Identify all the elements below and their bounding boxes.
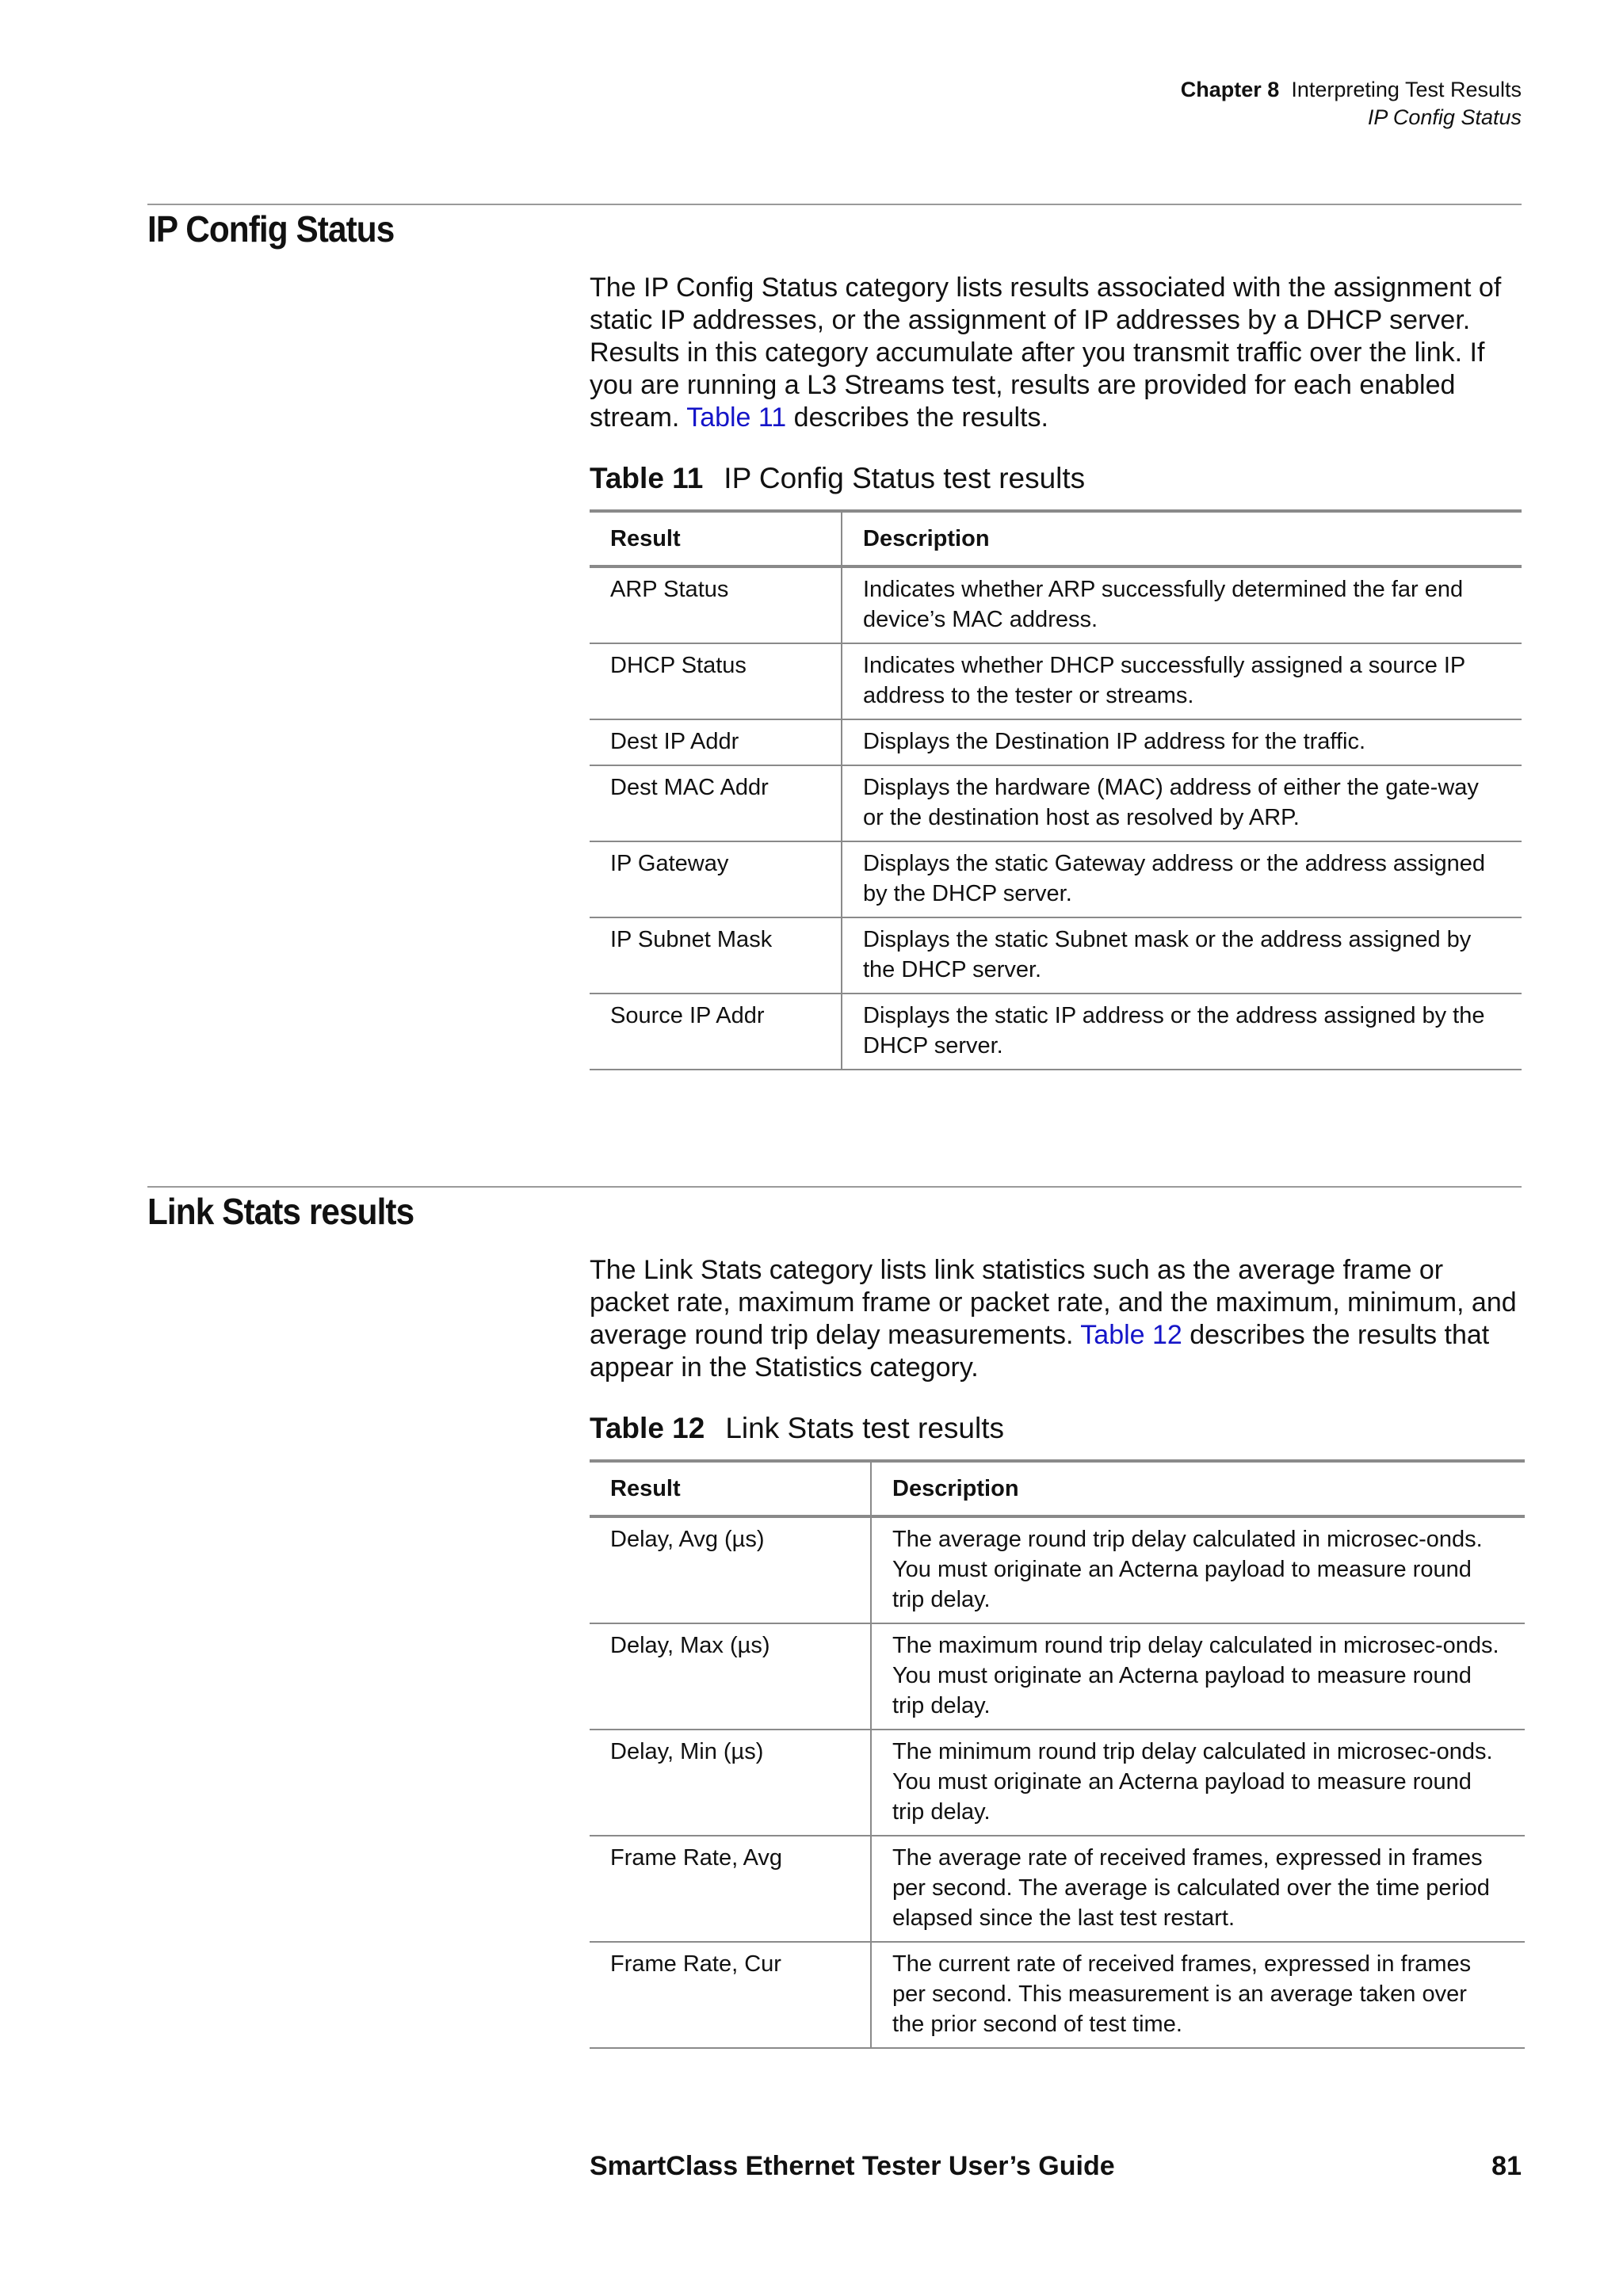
table-header-row [590, 511, 1522, 566]
result-cell: Delay, Min (µs) [590, 1730, 871, 1836]
running-section: IP Config Status [1367, 105, 1522, 129]
table-row [590, 566, 1522, 643]
description-cell: Indicates whether ARP successfully determined the far end device’s MAC address. [842, 566, 1522, 643]
result-cell: Dest IP Addr [590, 719, 842, 765]
section-divider [147, 1186, 1522, 1188]
section-paragraph-ip-config: The IP Config Status category lists results associated with the assignment of static IP addresses, or the assignment of IP addresses by a DHCP server. Results in this category accumulate after you transmit traffic over the link. If you are running a L3 Streams test, results are provided for each enabled stream. Table 11 describes the results. [590, 273, 1502, 433]
description-cell: Displays the static IP address or the address assigned by the DHCP server. [842, 994, 1522, 1070]
table-caption-ip-config: Table 11 IP Config Status test results [590, 462, 1086, 494]
chapter-number: Chapter 8 [1180, 78, 1280, 101]
description-cell: The current rate of received frames, expressed in frames per second. This measurement is an average taken over the prior second of test time. [871, 1942, 1525, 2048]
result-cell: Delay, Avg (µs) [590, 1516, 871, 1623]
description-cell: The average rate of received frames, expressed in frames per second. The average is calculated over the time period elapsed since the last test restart. [871, 1836, 1525, 1942]
table-row [590, 1730, 1525, 1836]
table-row [590, 841, 1522, 917]
description-cell: The maximum round trip delay calculated in microsec-onds. You must originate an Acterna payload to measure round trip delay. [871, 1623, 1525, 1730]
table-row [590, 765, 1522, 841]
header-result: Result [590, 511, 842, 566]
description-cell: Displays the hardware (MAC) address of either the gate-way or the destination host as resolved by ARP. [842, 765, 1522, 841]
section-divider [147, 204, 1522, 205]
result-cell: Delay, Max (µs) [590, 1623, 871, 1730]
table-row [590, 994, 1522, 1070]
result-cell: Source IP Addr [590, 994, 842, 1070]
table-row [590, 643, 1522, 719]
table-12-link[interactable]: Table 12 [1080, 1320, 1182, 1350]
result-cell: DHCP Status [590, 643, 842, 719]
section-title-link-stats: Link Stats results [147, 1191, 414, 1232]
table-caption-link-stats: Table 12 Link Stats test results [590, 1412, 1004, 1444]
description-cell: The average round trip delay calculated in microsec-onds. You must originate an Acterna payload to measure round trip delay. [871, 1516, 1525, 1623]
description-cell: Displays the Destination IP address for the traffic. [842, 719, 1522, 765]
header-description: Description [842, 511, 1522, 566]
header-result: Result [590, 1461, 871, 1516]
table-header-row [590, 1461, 1525, 1516]
result-cell: ARP Status [590, 566, 842, 643]
result-cell: Frame Rate, Avg [590, 1836, 871, 1942]
chapter-title: Interpreting Test Results [1291, 78, 1522, 101]
result-cell: Frame Rate, Cur [590, 1942, 871, 2048]
page-footer [590, 2151, 1522, 2182]
table-row [590, 917, 1522, 994]
running-header [1181, 76, 1522, 132]
section-paragraph-link-stats: The Link Stats category lists link statistics such as the average frame or packet rate, maximum frame or packet rate, and the maximum, minimum, and average round trip delay measurements. Table 12 describes the results that appear in the Statistics category. [590, 1255, 1517, 1383]
section-title-ip-config: IP Config Status [147, 208, 395, 250]
table-row [590, 719, 1522, 765]
table-row [590, 1836, 1525, 1942]
table-row [590, 1516, 1525, 1623]
guide-title: SmartClass Ethernet Tester User’s Guide [590, 2151, 1115, 2181]
header-description: Description [871, 1461, 1525, 1516]
ip-config-table [590, 509, 1522, 1070]
table-row [590, 1623, 1525, 1730]
link-stats-table [590, 1459, 1525, 2049]
result-cell: Dest MAC Addr [590, 765, 842, 841]
page-number: 81 [1491, 2151, 1522, 2181]
result-cell: IP Gateway [590, 841, 842, 917]
description-cell: Displays the static Subnet mask or the address assigned by the DHCP server. [842, 917, 1522, 994]
description-cell: The minimum round trip delay calculated in microsec-onds. You must originate an Acterna payload to measure round trip delay. [871, 1730, 1525, 1836]
table-row [590, 1942, 1525, 2048]
description-cell: Indicates whether DHCP successfully assigned a source IP address to the tester or streams. [842, 643, 1522, 719]
description-cell: Displays the static Gateway address or the address assigned by the DHCP server. [842, 841, 1522, 917]
table-11-link[interactable]: Table 11 [686, 402, 787, 433]
result-cell: IP Subnet Mask [590, 917, 842, 994]
